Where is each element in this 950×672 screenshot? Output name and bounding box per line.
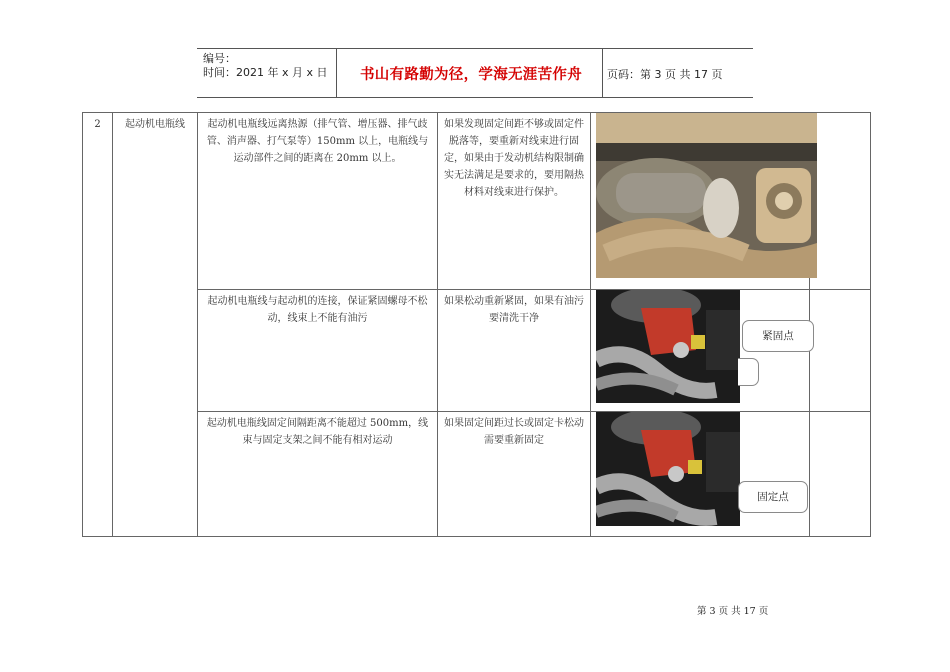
header-number: 编号： (203, 52, 236, 65)
header-divider (336, 49, 337, 97)
notes-cell (810, 290, 871, 412)
header-date: 时间：2021 年 x 月 x 日 (203, 66, 328, 79)
header-meta (203, 52, 328, 80)
cable-fixing-photo (596, 412, 740, 526)
fixing-point-callout: 固定点 (738, 481, 808, 513)
table-row (83, 412, 871, 537)
document-header (197, 48, 753, 98)
notes-cell (810, 412, 871, 537)
row-number: 2 (83, 113, 113, 537)
header-motto: 书山有路勤为径，学海无涯苦作舟 (360, 66, 582, 83)
engine-photo (596, 113, 817, 278)
action-cell: 如果松动重新紧固，如果有油污要清洗干净 (438, 290, 591, 412)
table-row (83, 113, 871, 290)
photo-cell (591, 113, 810, 290)
requirement-cell: 起动机电瓶线远离热源（排气管、增压器、排气歧管、消声器、打气泵等）150mm 以上，电瓶线与运动部件之间的距离在 20mm 以上。 (198, 113, 438, 290)
page-footer: 第 3 页 共 17 页 (697, 606, 769, 617)
action-cell: 如果发现固定间距不够或固定件脱落等，要重新对线束进行固定，如果由于发动机结构限制确实无法满足是要求的，要用隔热材料对线束进行保护。 (438, 113, 591, 290)
fastening-point-callout: 紧固点 (742, 320, 814, 352)
starter-connection-photo (596, 290, 740, 403)
photo-cell (591, 412, 810, 537)
requirement-cell: 起动机电瓶线固定间隔距离不能超过 500mm，线束与固定支架之间不能有相对运动 (198, 412, 438, 537)
notes-cell (810, 113, 871, 290)
requirement-cell: 起动机电瓶线与起动机的连接，保证紧固螺母不松动，线束上不能有油污 (198, 290, 438, 412)
item-name: 起动机电瓶线 (113, 113, 198, 537)
header-page: 页码：第 3 页 共 17 页 (607, 68, 723, 81)
empty-callout (738, 358, 759, 386)
action-cell: 如果固定间距过长或固定卡松动需要重新固定 (438, 412, 591, 537)
